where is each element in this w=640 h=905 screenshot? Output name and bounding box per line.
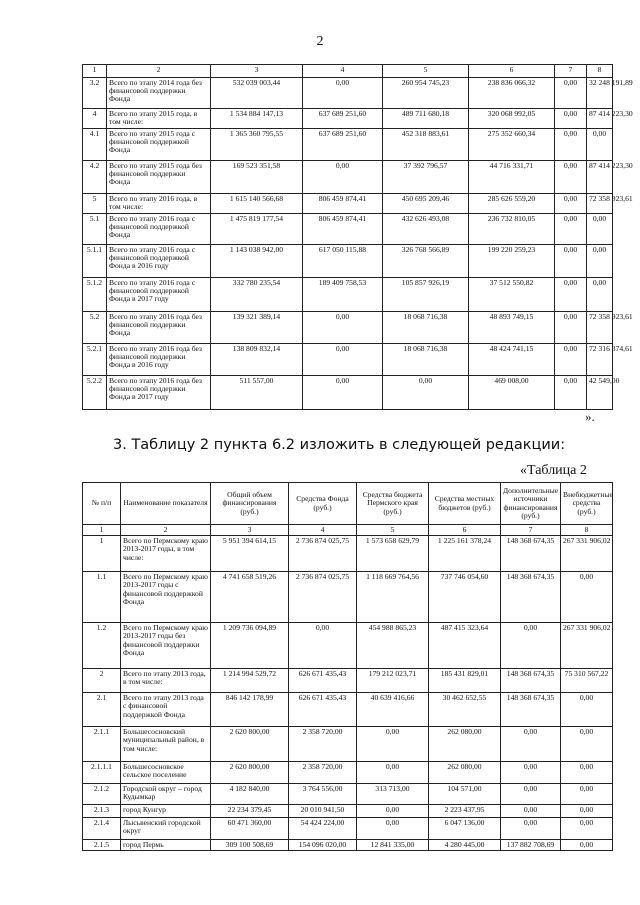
- table-cell: город Кунгур: [121, 805, 211, 818]
- table-cell: 487 415 323,64: [429, 623, 501, 669]
- table-cell: 320 068 992,05: [469, 109, 555, 129]
- table-cell: Всего по этапу 2015 года, в том числе:: [107, 109, 211, 129]
- table-cell: 105 857 926,19: [383, 278, 469, 312]
- table-cell: 432 626 493,08: [383, 214, 469, 245]
- table-cell: Всего по этапу 2016 года без финансовой поддержки Фонда: [107, 312, 211, 344]
- column-number: 6: [429, 525, 501, 536]
- table-cell: 1: [83, 536, 121, 572]
- table-cell: 2: [83, 669, 121, 693]
- table-cell: 48 424 741,15: [469, 344, 555, 376]
- table-cell: 0,00: [501, 784, 561, 805]
- table-cell: Всего по этапу 2015 года без финансовой поддержки Фонда: [107, 161, 211, 194]
- table-cell: 0,00: [303, 376, 383, 410]
- table-cell: 0,00: [357, 762, 429, 784]
- table-row: [83, 78, 613, 109]
- column-header: Средства Фонда (руб.): [289, 483, 357, 525]
- table-cell: 139 321 389,14: [211, 312, 303, 344]
- table-cell: 0,00: [357, 727, 429, 762]
- column-number: 8: [561, 525, 613, 536]
- table-row: [83, 818, 613, 840]
- table-cell: 450 695 209,46: [383, 194, 469, 214]
- table-cell: 0,00: [587, 278, 613, 312]
- table-cell: 2.1: [83, 693, 121, 727]
- table-cell: 637 689 251,60: [303, 129, 383, 161]
- table-cell: 1.2: [83, 623, 121, 669]
- table-cell: 5: [83, 194, 107, 214]
- column-header: Внебюджетные средства (руб.): [561, 483, 613, 525]
- table-cell: 617 050 115,88: [303, 245, 383, 278]
- table-cell: Всего по этапу 2016 года, в том числе:: [107, 194, 211, 214]
- table-cell: 18 068 716,38: [383, 344, 469, 376]
- column-number: 6: [469, 65, 555, 78]
- column-number: 7: [501, 525, 561, 536]
- table-cell: 532 039 003,44: [211, 78, 303, 109]
- table-row: [83, 109, 613, 129]
- table-cell: 54 424 224,00: [289, 818, 357, 840]
- table-cell: 148 368 674,35: [501, 693, 561, 727]
- table-row: [83, 536, 613, 572]
- table-cell: 0,00: [357, 805, 429, 818]
- table-cell: 5 951 394 614,15: [211, 536, 289, 572]
- table-cell: Лысьвенский городской округ: [121, 818, 211, 840]
- table-cell: 37 392 796,57: [383, 161, 469, 194]
- table-cell: Большесосновский муниципальный район, в том числе:: [121, 727, 211, 762]
- table-cell: 267 331 906,02: [561, 536, 613, 572]
- table-cell: 5.2: [83, 312, 107, 344]
- table-cell: 260 954 745,23: [383, 78, 469, 109]
- table-cell: 199 220 259,23: [469, 245, 555, 278]
- table-cell: Всего по Пермскому краю 2013-2017 годы без финансовой поддержки Фонда: [121, 623, 211, 669]
- table-cell: 1 573 658 629,79: [357, 536, 429, 572]
- table-cell: Всего по этапу 2016 года с финансовой поддержкой Фонда в 2017 году: [107, 278, 211, 312]
- table-cell: 0,00: [555, 161, 587, 194]
- column-number: 2: [121, 525, 211, 536]
- table-row: [83, 784, 613, 805]
- header-row: [83, 483, 613, 525]
- column-header: Средства бюджета Пермского края (руб.): [357, 483, 429, 525]
- table-cell: 72 316 374,61: [587, 344, 613, 376]
- table-cell: 626 671 435,43: [289, 669, 357, 693]
- table-cell: 18 068 716,38: [383, 312, 469, 344]
- table-cell: 4: [83, 109, 107, 129]
- table-cell: 0,00: [501, 805, 561, 818]
- table-cell: 846 142 178,99: [211, 693, 289, 727]
- table-cell: 189 409 758,53: [303, 278, 383, 312]
- table-row: [83, 129, 613, 161]
- table-cell: 154 096 020,00: [289, 840, 357, 851]
- table-cell: 137 882 708,69: [501, 840, 561, 851]
- table-cell: 0,00: [561, 805, 613, 818]
- table-cell: 236 732 810,05: [469, 214, 555, 245]
- table-cell: 72 358 923,61: [587, 312, 613, 344]
- table-cell: 5.1: [83, 214, 107, 245]
- table-cell: Всего по Пермскому краю 2013-2017 годы с финансовой поддержкой Фонда: [121, 572, 211, 623]
- table-row: [83, 245, 613, 278]
- column-header: № п/п: [83, 483, 121, 525]
- table-cell: 60 471 360,00: [211, 818, 289, 840]
- table-cell: 2.1.1.1: [83, 762, 121, 784]
- table-cell: 313 713,00: [357, 784, 429, 805]
- table-cell: 5.1.2: [83, 278, 107, 312]
- table-cell: 2 736 874 025,75: [289, 536, 357, 572]
- table-cell: 806 459 874,41: [303, 214, 383, 245]
- table-cell: 0,00: [289, 623, 357, 669]
- table-cell: 5.2.1: [83, 344, 107, 376]
- column-header: Общий объем финансирования (руб.): [211, 483, 289, 525]
- table-cell: 1.1: [83, 572, 121, 623]
- table-cell: 4 280 445,00: [429, 840, 501, 851]
- table-cell: 2.1.2: [83, 784, 121, 805]
- table-cell: 0,00: [555, 214, 587, 245]
- table-cell: 138 809 832,14: [211, 344, 303, 376]
- table-cell: 30 462 652,55: [429, 693, 501, 727]
- table-cell: 2.1.4: [83, 818, 121, 840]
- table-cell: 2 620 800,00: [211, 727, 289, 762]
- table-cell: 3.2: [83, 78, 107, 109]
- table-cell: 626 671 435,43: [289, 693, 357, 727]
- table-cell: 0,00: [555, 194, 587, 214]
- table-cell: 0,00: [587, 214, 613, 245]
- table-cell: 1 615 140 566,68: [211, 194, 303, 214]
- table-row: [83, 194, 613, 214]
- table-cell: 5.1.1: [83, 245, 107, 278]
- column-number-row: [83, 65, 613, 78]
- table-row: [83, 805, 613, 818]
- table-cell: 0,00: [555, 129, 587, 161]
- table-cell: 2 620 800,00: [211, 762, 289, 784]
- table-cell: 42 549,00: [587, 376, 613, 410]
- table-cell: 0,00: [555, 109, 587, 129]
- table-2-caption: «Таблица 2: [520, 463, 587, 478]
- table-cell: 469 008,00: [469, 376, 555, 410]
- table-cell: 148 368 674,35: [501, 536, 561, 572]
- table-cell: Всего по этапу 2016 года с финансовой поддержкой Фонда в 2016 году: [107, 245, 211, 278]
- column-header: Средства местных бюджетов (руб.): [429, 483, 501, 525]
- table-cell: 0,00: [561, 818, 613, 840]
- table-cell: 1 365 360 795,55: [211, 129, 303, 161]
- table-row: [83, 693, 613, 727]
- table-cell: 2.1.1: [83, 727, 121, 762]
- table-cell: 4 182 840,00: [211, 784, 289, 805]
- table-cell: 1 475 819 177,54: [211, 214, 303, 245]
- column-number: 3: [211, 65, 303, 78]
- table-cell: 0,00: [555, 78, 587, 109]
- table-row: [83, 312, 613, 344]
- table-row: [83, 376, 613, 410]
- table-cell: 452 318 883,61: [383, 129, 469, 161]
- table-cell: Всего по этапу 2016 года с финансовой поддержкой Фонда: [107, 214, 211, 245]
- table-cell: 0,00: [561, 727, 613, 762]
- table-cell: 75 310 567,22: [561, 669, 613, 693]
- table-cell: 48 893 749,15: [469, 312, 555, 344]
- table-cell: 0,00: [561, 572, 613, 623]
- table-cell: 2.1.3: [83, 805, 121, 818]
- table-row: [83, 762, 613, 784]
- table-cell: 72 358 923,61: [587, 194, 613, 214]
- column-number: 7: [555, 65, 587, 78]
- table-cell: 1 214 994 529,72: [211, 669, 289, 693]
- table-cell: 2 358 720,00: [289, 727, 357, 762]
- table-cell: Всего по этапу 2013 года, в том числе:: [121, 669, 211, 693]
- table-cell: 1 225 161 378,24: [429, 536, 501, 572]
- column-number: 4: [303, 65, 383, 78]
- table-cell: 309 100 508,69: [211, 840, 289, 851]
- table-cell: 275 352 660,34: [469, 129, 555, 161]
- table-cell: 1 534 884 147,13: [211, 109, 303, 129]
- table-cell: 87 414 223,30: [587, 161, 613, 194]
- table-cell: 1 143 038 942,00: [211, 245, 303, 278]
- table-row: [83, 214, 613, 245]
- table-cell: 0,00: [587, 129, 613, 161]
- table-cell: 1 209 736 094,89: [211, 623, 289, 669]
- column-header: Наименование показателя: [121, 483, 211, 525]
- column-number: 1: [83, 525, 121, 536]
- table-cell: 5.2.2: [83, 376, 107, 410]
- table-cell: 489 711 680,18: [383, 109, 469, 129]
- table-cell: Всего по этапу 2015 года с финансовой поддержкой Фонда: [107, 129, 211, 161]
- table-cell: 169 523 351,58: [211, 161, 303, 194]
- table-cell: 511 557,00: [211, 376, 303, 410]
- table-cell: 0,00: [501, 762, 561, 784]
- table-cell: 44 716 331,71: [469, 161, 555, 194]
- table-cell: 0,00: [357, 818, 429, 840]
- table-cell: 454 988 865,23: [357, 623, 429, 669]
- table-cell: 0,00: [303, 161, 383, 194]
- table-cell: 185 431 829,01: [429, 669, 501, 693]
- table-cell: 0,00: [383, 376, 469, 410]
- table-cell: 0,00: [555, 245, 587, 278]
- table-cell: 0,00: [561, 840, 613, 851]
- table-cell: 40 639 416,66: [357, 693, 429, 727]
- table-cell: 285 626 559,20: [469, 194, 555, 214]
- table-cell: 326 768 566,89: [383, 245, 469, 278]
- column-number: 8: [587, 65, 613, 78]
- column-number-row: [83, 525, 613, 536]
- closing-quote: ».: [585, 409, 595, 424]
- table-cell: 0,00: [555, 312, 587, 344]
- table-cell: 0,00: [561, 784, 613, 805]
- table-cell: 148 368 674,35: [501, 669, 561, 693]
- table-1-continuation: [82, 64, 633, 410]
- column-number: 5: [383, 65, 469, 78]
- table-cell: 0,00: [555, 278, 587, 312]
- table-cell: 6 047 136,00: [429, 818, 501, 840]
- table-cell: 0,00: [303, 344, 383, 376]
- table-cell: 262 080,00: [429, 762, 501, 784]
- table-cell: 267 331 906,02: [561, 623, 613, 669]
- column-header: Дополнительные источники финансирования (руб.): [501, 483, 561, 525]
- table-row: [83, 278, 613, 312]
- table-cell: 0,00: [501, 727, 561, 762]
- table-row: [83, 669, 613, 693]
- table-cell: 806 459 874,41: [303, 194, 383, 214]
- table-cell: 4 741 658 519,26: [211, 572, 289, 623]
- page-number: 2: [316, 34, 324, 49]
- table-cell: 1 118 669 764,56: [357, 572, 429, 623]
- table-cell: 2.1.5: [83, 840, 121, 851]
- table-cell: 12 841 335,00: [357, 840, 429, 851]
- table-cell: 0,00: [561, 693, 613, 727]
- table-cell: Всего по этапу 2016 года без финансовой поддержки Фонда в 2017 году: [107, 376, 211, 410]
- table-cell: 37 512 550,82: [469, 278, 555, 312]
- table-cell: 179 212 023,71: [357, 669, 429, 693]
- table-cell: 32 248 191,89: [587, 78, 613, 109]
- table-cell: Всего по Пермскому краю 2013-2017 годы, в том числе:: [121, 536, 211, 572]
- table-cell: 262 080,00: [429, 727, 501, 762]
- table-row: [83, 161, 613, 194]
- table-row: [83, 623, 613, 669]
- column-number: 2: [107, 65, 211, 78]
- table-cell: 238 836 066,32: [469, 78, 555, 109]
- table-cell: Всего по этапу 2014 года без финансовой поддержки Фонда: [107, 78, 211, 109]
- table-cell: 3 764 556,00: [289, 784, 357, 805]
- table-cell: 637 689 251,60: [303, 109, 383, 129]
- table-cell: 332 780 235,54: [211, 278, 303, 312]
- column-number: 1: [83, 65, 107, 78]
- table-cell: 2 358 720,00: [289, 762, 357, 784]
- table-cell: 0,00: [501, 818, 561, 840]
- table-row: [83, 840, 613, 851]
- column-number: 5: [357, 525, 429, 536]
- table-row: [83, 727, 613, 762]
- table-cell: 87 414 223,30: [587, 109, 613, 129]
- table-cell: 148 368 674,35: [501, 572, 561, 623]
- table-cell: 20 010 941,50: [289, 805, 357, 818]
- table-cell: 0,00: [587, 245, 613, 278]
- table-cell: 737 746 054,60: [429, 572, 501, 623]
- column-number: 3: [211, 525, 289, 536]
- table-cell: 0,00: [303, 78, 383, 109]
- table-cell: 0,00: [555, 344, 587, 376]
- table-row: [83, 572, 613, 623]
- table-cell: 22 234 379,45: [211, 805, 289, 818]
- table-cell: Всего по этапу 2013 года с финансовой поддержкой Фонда: [121, 693, 211, 727]
- table-cell: 0,00: [303, 312, 383, 344]
- table-cell: 2 736 874 025,75: [289, 572, 357, 623]
- table-cell: 4.2: [83, 161, 107, 194]
- table-cell: Всего по этапу 2016 года без финансовой поддержки Фонда в 2016 году: [107, 344, 211, 376]
- table-cell: Большесосновское сельское поселение: [121, 762, 211, 784]
- table-2: [82, 482, 613, 851]
- table-cell: 4.1: [83, 129, 107, 161]
- table-row: [83, 344, 613, 376]
- table-cell: 104 571,00: [429, 784, 501, 805]
- table-cell: 0,00: [501, 623, 561, 669]
- table-cell: 2 223 437,95: [429, 805, 501, 818]
- table-cell: 0,00: [555, 376, 587, 410]
- table-cell: 0,00: [561, 762, 613, 784]
- instruction-heading: 3. Таблицу 2 пункта 6.2 изложить в следующей редакции:: [113, 437, 566, 453]
- table-cell: Городской округ – город Кудымкар: [121, 784, 211, 805]
- table-cell: город Пермь: [121, 840, 211, 851]
- column-number: 4: [289, 525, 357, 536]
